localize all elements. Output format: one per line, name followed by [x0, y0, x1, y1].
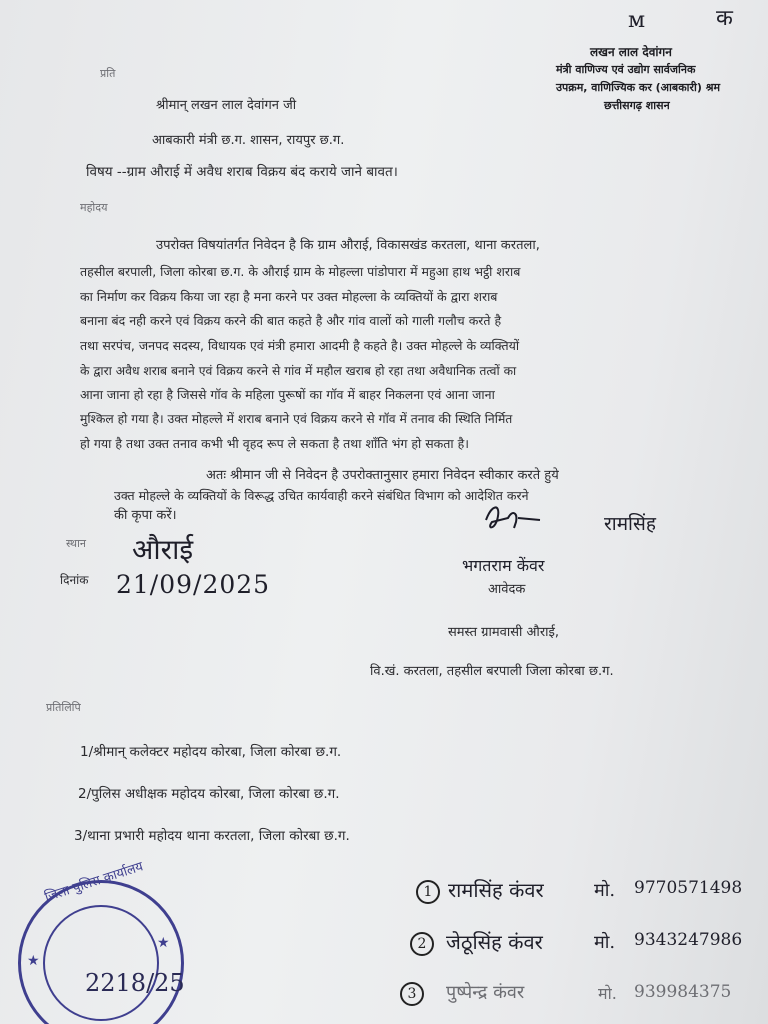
contact-name: जेठूसिंह कंवर — [446, 930, 543, 954]
body-line: तथा सरपंच, जनपद सदस्य, विधायक एवं मंत्री हमारा आदमी है कहते है। उक्त मोहल्ले के व्यक्तियों — [80, 338, 520, 353]
subject-line: विषय --ग्राम औराई में अवैध शराब विक्रय बंद कराये जाने बावत। — [86, 164, 398, 180]
recipient-name: श्रीमान् लखन लाल देवांगन जी — [156, 98, 297, 113]
copy-to-label: प्रतिलिपि — [46, 701, 81, 714]
sender-line2: उपक्रम, वाणिज्यिक कर (आबकारी) श्रम — [556, 81, 721, 94]
contact-name: रामसिंह कंवर — [448, 878, 544, 902]
closing-line1: समस्त ग्रामवासी औराई, — [448, 625, 560, 640]
stamp-text: जिला पुलिस कार्यालय — [43, 859, 146, 906]
request-line: उक्त मोहल्ले के व्यक्तियों के विरूद्ध उचित कार्यवाही करने संबंधित विभाग को आदेशित करने — [114, 488, 529, 503]
sender-line1: मंत्री वाणिज्य एवं उद्योग सार्वजनिक — [556, 63, 696, 76]
salutation: महोदय — [80, 201, 108, 214]
copy-to-item: 1/श्रीमान् कलेक्टर महोदय कोरबा, जिला कोरबा छ.ग. — [80, 744, 342, 760]
request-line: अतः श्रीमान जी से निवेदन है उपरोक्तानुसार हमारा निवेदन स्वीकार करते हुये — [206, 468, 559, 483]
body-line: बनाना बंद नही करने एवं विक्रय करने की बात कहते है और गांव वालों को गाली गलौच करते है — [80, 313, 502, 328]
recipient-office: आबकारी मंत्री छ.ग. शासन, रायपुर छ.ग. — [152, 133, 345, 148]
contact-number-circle: 1 — [416, 880, 440, 904]
body-line: का निर्माण कर विक्रय किया जा रहा है मना करने पर उक्त मोहल्ला के व्यक्तियों के द्वारा शराब — [80, 289, 498, 304]
signature-bhagatram: भगतराम केंवर — [462, 556, 545, 575]
applicant-role: आवेदक — [488, 582, 526, 597]
body-line: उपरोक्त विषयांतर्गत निवेदन है कि ग्राम औराई, विकासखंड करतला, थाना करतला, — [156, 238, 540, 253]
body-line: हो गया है तथा उक्त तनाव कभी भी वृहद रूप ले सकता है तथा शाँति भंग हो सकता है। — [80, 436, 469, 451]
contact-phone: 9770571498 — [634, 878, 743, 898]
signature-ramsingh: रामसिंह — [604, 513, 656, 535]
top-handwritten-mark-2: क — [716, 6, 733, 31]
body-line: के द्वारा अवैध शराब बनाने एवं विक्रय करने से गांव में महौल खराब हो रहा तथा अवैधानिक तत्वों का — [80, 364, 517, 378]
contact-phone: 9343247986 — [634, 930, 743, 950]
contact-name: पुष्पेन्द्र कंवर — [446, 982, 525, 1003]
stamp-number: 2218/25 — [85, 969, 185, 997]
place-value: औराई — [132, 533, 194, 566]
body-line: तहसील बरपाली, जिला कोरबा छ.ग. के औराई ग्राम के मोहल्ला पांडोपारा में महुआ हाथ भट्ठी शराब — [80, 264, 521, 279]
closing-line2: वि.खं. करतला, तहसील बरपाली जिला कोरबा छ.ग. — [370, 664, 614, 679]
stamp-star-icon: ★ — [157, 935, 170, 951]
signature-drawing — [478, 500, 548, 540]
contact-mo-label: मो. — [594, 880, 616, 901]
stamp-star-icon: ★ — [27, 953, 40, 969]
copy-to-item: 2/पुलिस अधीक्षक महोदय कोरबा, जिला कोरबा छ.ग. — [78, 786, 340, 802]
stamp-inner-ring — [43, 905, 159, 1021]
signature-scribble — [478, 500, 548, 540]
contact-phone: 939984375 — [634, 982, 732, 1002]
top-handwritten-mark — [628, 8, 645, 33]
sender-name: लखन लाल देवांगन — [590, 45, 672, 59]
place-label: स्थान — [66, 537, 87, 550]
date-label: दिनांक — [60, 573, 89, 587]
copy-to-item: 3/थाना प्रभारी महोदय थाना करतला, जिला कोरबा छ.ग. — [74, 828, 350, 844]
date-value: 21/09/2025 — [116, 570, 271, 599]
top-mark-scribble: ᴍ — [628, 8, 646, 33]
contact-number-circle: 2 — [410, 932, 434, 956]
body-line: आना जाना हो रहा है जिससे गॉव के महिला पुरूषों का गॉव में बाहर निकलना एवं आना जाना — [80, 387, 495, 402]
contact-mo-label: मो. — [594, 932, 616, 953]
contact-mo-label: मो. — [598, 984, 617, 1003]
sender-line3: छत्तीसगढ़ शासन — [604, 99, 670, 112]
contact-number-circle: 3 — [400, 982, 424, 1006]
office-stamp — [18, 859, 185, 1024]
prati-label: प्रति — [100, 67, 116, 80]
body-line: मुश्किल हो गया है। उक्त मोहल्ले में शराब बनाने एवं विक्रय करने से गॉव में तनाव की स्थिति निर्मित — [80, 412, 513, 426]
request-line: की कृपा करें। — [114, 508, 177, 523]
